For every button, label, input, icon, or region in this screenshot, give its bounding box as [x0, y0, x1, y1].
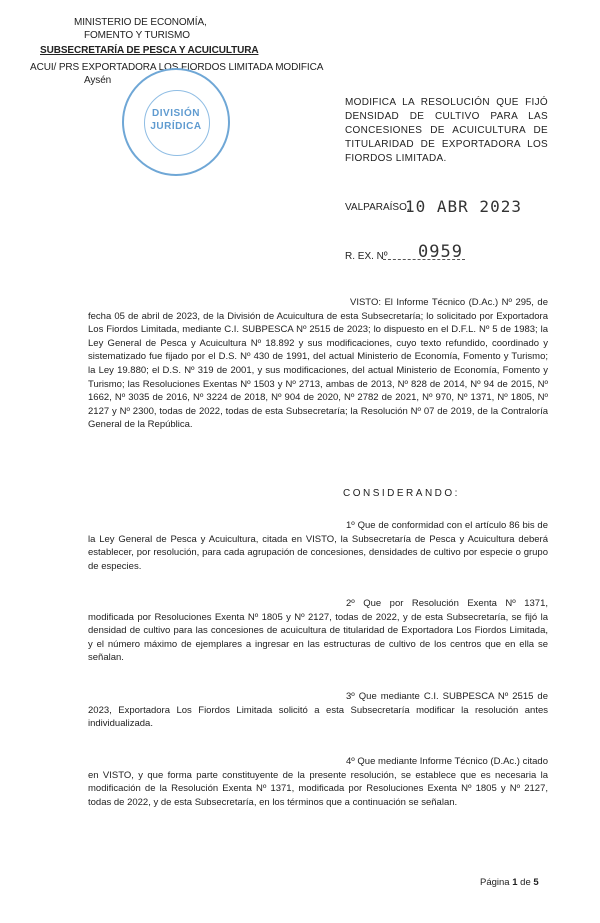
- stamp-line-1: DIVISIÓN: [152, 108, 200, 119]
- rex-number: 0959: [418, 242, 463, 262]
- considerando-heading: CONSIDERANDO:: [343, 488, 460, 499]
- rex-label: R. EX. Nº: [345, 251, 388, 262]
- region-line: Aysén: [84, 75, 112, 86]
- date-stamp: 10 ABR 2023: [405, 197, 522, 216]
- considerando-3: 3º Que mediante C.I. SUBPESCA Nº 2515 de 2023, Exportadora Los Fiordos Limitada solicitó a esta Subsecretaría modificar la resolución antes individualizada.: [88, 691, 548, 730]
- place-label: VALPARAÍSO,: [345, 202, 410, 213]
- page-total: 5: [533, 877, 539, 888]
- considerando-2: 2º Que por Resolución Exenta Nº 1371, modificada por Resoluciones Exenta Nº 1805 y Nº 2127, todas de 2022, y de esta Subsecretaría, se fijó la densidad de cultivo para las concesiones de acuicultura de titularidad de Exportadora Los Fiordos Limitada, y el número máximo de ejemplares a ingresar en las estructuras de cultivo de los centros que en ella se señalan.: [88, 598, 548, 664]
- resolution-summary: MODIFICA LA RESOLUCIÓN QUE FIJÓ DENSIDAD DE CULTIVO PARA LAS CONCESIONES DE ACUICULTURA DE TITULARIDAD DE EXPORTADORA LOS FIORDOS LIMITADA.: [345, 97, 548, 164]
- visto-paragraph: VISTO: El Informe Técnico (D.Ac.) Nº 295, de fecha 05 de abril de 2023, de la División de Acuicultura de esta Subsecretaría; lo solicitado por Exportadora Los Fiordos Limitada, mediante C.I. SUBPESCA Nº 2515 de 2023; lo dispuesto en el D.F.L. Nº 5 de 1983; la Ley General de Pesca y Acuicultura Nº 18.892 y sus modificaciones, cuyo texto refundido, coordinado y sistematizado fue fijado por el D.S. Nº 430 de 1991, del actual Ministerio de Economía, Fomento y Turismo; la Ley 19.880; el D.S. Nº 319 de 2001, y sus modificaciones, del actual Ministerio de Economía, Fomento y Turismo; las Resoluciones Exentas Nº 1503 y Nº 2713, ambas de 2013, Nº 828 de 2014, Nº 94 de 2015, Nº 1662, Nº 3035 de 2016, Nº 3224 de 2018, Nº 904 de 2020, Nº 2782 de 2021, Nº 970, Nº 1371, Nº 1805, Nº 2127 y Nº 2300, todas de 2022, todas de esta Subsecretaría; la Resolución Nº 07 de 2019, de la Contraloría General de la República.: [88, 297, 548, 431]
- ministry-line-2: FOMENTO Y TURISMO: [84, 30, 190, 41]
- page-of: de: [520, 877, 531, 888]
- division-juridica-stamp: [122, 68, 230, 176]
- subsecretaria-line: SUBSECRETARÍA DE PESCA Y ACUICULTURA: [40, 45, 259, 56]
- considerando-1: 1º Que de conformidad con el artículo 86 bis de la Ley General de Pesca y Acuicultura, citada en VISTO, la Subsecretaría de Pesca y Acuicultura deberá establecer, por resolución, para cada agrupación de concesiones, densidades de cultivo por especie o grupo de especies.: [88, 520, 548, 572]
- considerando-4: 4º Que mediante Informe Técnico (D.Ac.) citado en VISTO, y que forma parte constituyente de la presente resolución, se establece que es necesaria la modificación de la Resolución Exenta Nº 1371, modificada por Resoluciones Exenta Nº 1805 y Nº 2127, todas de 2022, y de esta Subsecretaría, en los términos que a continuación se señalan.: [88, 756, 548, 808]
- stamp-line-2: JURÍDICA: [150, 121, 202, 132]
- ministry-line-1: MINISTERIO DE ECONOMÍA,: [74, 17, 207, 28]
- page-word: Página: [480, 877, 510, 888]
- page-counter: [480, 877, 539, 888]
- reference-line: ACUI/ PRS EXPORTADORA LOS FIORDOS LIMITADA MODIFICA: [30, 62, 324, 73]
- page-current: 1: [512, 877, 518, 888]
